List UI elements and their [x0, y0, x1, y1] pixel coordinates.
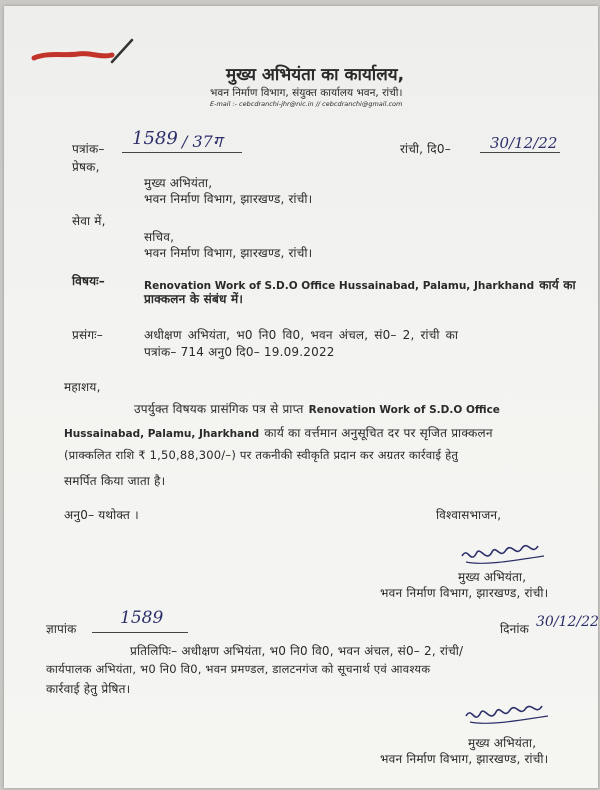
body-line2-hindi: कार्य का वर्त्तमान अनुसूचित दर पर सृजित प्राक्कलन	[264, 426, 493, 440]
signatory-dept: भवन निर्माण विभाग, झारखण्ड, रांची।	[380, 586, 549, 600]
closing: विश्वासभाजन,	[436, 508, 502, 522]
memo-signature-scribble	[460, 698, 560, 734]
body-line1-hindi: उपर्युक्त विषयक प्रासंगिक पत्र से प्राप्त	[134, 402, 304, 416]
letter-page: मुख्य अभियंता का कार्यालय, भवन निर्माण विभाग, संयुक्त कार्यालय भवन, रांची। E-mail :- cebcdranchi-jhr@nic.in // cebcdranchi@gmail.com पत्रांक– 1589 / 37ग रांची, दि0– 30/12/22 प्रेषक, मुख्य अभियंता, भवन निर्माण विभाग, झारखण्ड, रांची। सेवा में, सचिव, भवन निर्माण विभाग, झारखण्ड, रांची। विषयः– Renovation Work of S.D.O Office Hussainabad, Palamu, Jharkhand कार्य का प्राक्कलन के संबंध में। प्रसंगः– अधीक्षण अभियंता, भ0 नि0 वि0, भवन अंचल, सं0– 2, रांची का पत्रांक– 714 अनु0 दि0– 19.09.2022 महाशय, उपर्युक्त विषयक प्रासंगिक पत्र से प्राप्त Renovation Work of S.D.O Office Hussainabad, Palamu, Jharkhand कार्य का वर्त्तमान अनुसूचित दर पर सृजित प्राक्कलन (प्राक्कलित राशि ₹ 1,50,88,300/–) पर तकनीकी स्वीकृति प्रदान कर अग्रतर कार्रवाई हेतु समर्पित किया जाता है। अनु0– यथोक्त । विश्वासभाजन, मुख्य अभियंता, भवन निर्माण विभाग, झारखण्ड, रांची। ज्ञापांक 1589 दिनांक 30/12/22 प्रतिलिपिः– अधीक्षण अभियंता, भ0 नि0 वि0, भवन अंचल, सं0– 2, रांची/ कार्यपालक अभियंता, भ0 नि0 वि0, भवन प्रमण्डल, डालटनगंज को सूचनार्थ एवं आवश्यक कार्रवाई हेतु प्रेषित। मुख्य अभियंता, भवन निर्माण विभाग, झारखण्ड, रांची।	[4, 6, 598, 788]
ref-label: पत्रांक–	[72, 142, 105, 156]
from-dept: भवन निर्माण विभाग, झारखण्ड, रांची।	[144, 192, 313, 206]
to-label: सेवा में,	[72, 214, 106, 228]
department-address: भवन निर्माण विभाग, संयुक्त कार्यालय भवन, रांची।	[210, 87, 403, 99]
date-underline	[480, 152, 560, 153]
copy-line3: कार्रवाई हेतु प्रेषित।	[46, 682, 131, 696]
reference-line2: पत्रांक– 714 अनु0 दि0– 19.09.2022	[144, 345, 335, 359]
red-stamp-mark	[28, 34, 138, 74]
from-title: मुख्य अभियंता,	[144, 176, 213, 190]
ref-number: 1589	[132, 128, 178, 149]
to-title: सचिव,	[144, 230, 175, 244]
salutation: महाशय,	[64, 380, 101, 394]
enclosure: अनु0– यथोक्त ।	[64, 508, 139, 522]
copy-line2: कार्यपालक अभियंता, भ0 नि0 वि0, भवन प्रमण्डल, डालटनगंज को सूचनार्थ एवं आवश्यक	[46, 662, 431, 676]
email-line: E-mail :- cebcdranchi-jhr@nic.in // cebcdranchi@gmail.com	[210, 100, 403, 108]
body-line2-english: Hussainabad, Palamu, Jharkhand	[64, 428, 260, 440]
memo-date-label: दिनांक	[500, 622, 530, 636]
place-date-label: रांची, दि0–	[400, 142, 451, 156]
subject-label: विषयः–	[72, 274, 105, 288]
reference-line1: अधीक्षण अभियंता, भ0 नि0 वि0, भवन अंचल, सं0– 2, रांची का	[144, 328, 459, 342]
body-line1-english: Renovation Work of S.D.O Office	[308, 404, 500, 416]
to-dept: भवन निर्माण विभाग, झारखण्ड, रांची।	[144, 246, 313, 260]
memo-signatory-dept: भवन निर्माण विभाग, झारखण्ड, रांची।	[380, 752, 549, 766]
memo-number: 1589	[120, 608, 164, 628]
subject-hindi: कार्य का	[539, 278, 576, 292]
subject-line2: प्राक्कलन के संबंध में।	[144, 292, 244, 306]
body-line3: (प्राक्कलित राशि ₹ 1,50,88,300/–) पर तकनीकी स्वीकृति प्रदान कर अग्रतर कार्रवाई हेतु	[64, 448, 459, 462]
body-line4: समर्पित किया जाता है।	[64, 474, 166, 488]
copy-line1: प्रतिलिपिः– अधीक्षण अभियंता, भ0 नि0 वि0, भवन अंचल, सं0– 2, रांची/	[130, 644, 464, 658]
memo-date: 30/12/22	[536, 614, 599, 630]
memo-label: ज्ञापांक	[46, 622, 77, 636]
reference-label: प्रसंगः–	[72, 328, 103, 342]
office-title: मुख्य अभियंता का कार्यालय,	[226, 65, 405, 85]
ref-underline	[122, 152, 242, 153]
from-label: प्रेषक,	[72, 160, 100, 174]
ref-suffix: 37ग	[192, 132, 222, 151]
memo-signatory-title: मुख्य अभियंता,	[468, 736, 537, 750]
subject-english: Renovation Work of S.D.O Office Hussainabad, Palamu, Jharkhand	[144, 280, 535, 292]
letter-date: 30/12/22	[490, 134, 558, 152]
memo-underline	[92, 632, 188, 633]
signatory-title: मुख्य अभियंता,	[458, 570, 527, 584]
